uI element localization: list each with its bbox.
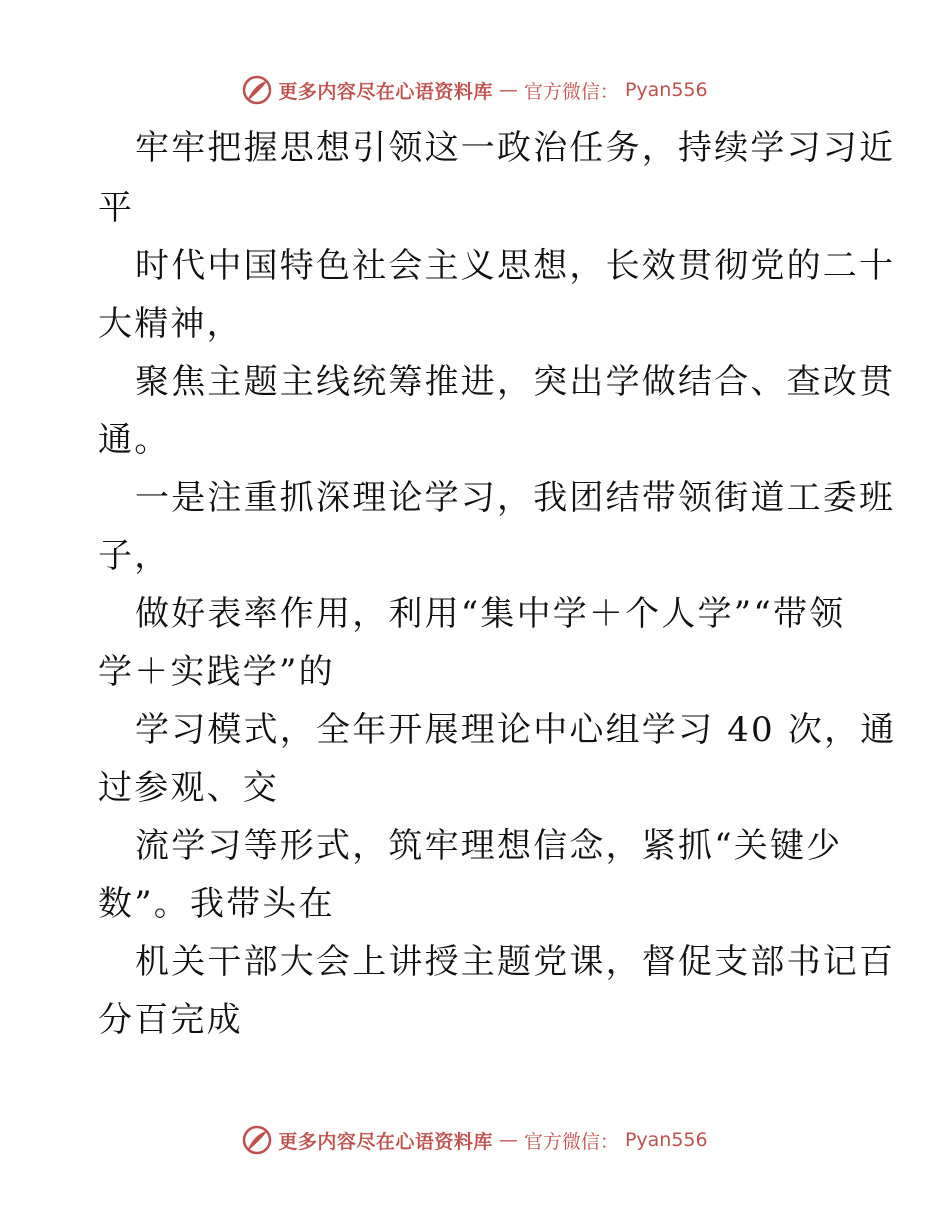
banner-wechat-label: 官方微信： — [523, 1130, 619, 1153]
body-line-2: 平 — [98, 188, 135, 228]
banner-brand-text: 更多内容尽在心语资料库 — [278, 1130, 493, 1153]
body-line-16: 分百完成 — [98, 1000, 243, 1040]
banner-brand-text: 更多内容尽在心语资料库 — [278, 80, 493, 103]
body-line-6: 通。 — [98, 420, 171, 460]
banner-dash: — — [498, 1129, 518, 1151]
body-line-14: 数”。我带头在 — [98, 884, 335, 924]
body-line-8: 子， — [98, 536, 171, 576]
banner-dash: — — [498, 79, 518, 101]
body-line-7: 一是注重抓深理论学习，我团结带领街道工委班 — [135, 478, 896, 518]
quill-logo-icon — [242, 1125, 272, 1155]
body-line-5: 聚焦主题主线统筹推进，突出学做结合、查改贯 — [135, 362, 896, 402]
banner-wechat-id: Pyan556 — [624, 79, 708, 101]
body-line-3: 时代中国特色社会主义思想，长效贯彻党的二十 — [135, 246, 896, 286]
body-line-11: 学习模式，全年开展理论中心组学习 40 次，通 — [135, 710, 897, 750]
body-line-1: 牢牢把握思想引领这一政治任务，持续学习习近 — [135, 128, 896, 168]
body-line-10: 学＋实践学”的 — [98, 652, 335, 692]
banner-wechat-id: Pyan556 — [624, 1129, 708, 1151]
body-line-4: 大精神， — [98, 304, 243, 344]
body-line-12: 过参观、交 — [98, 768, 279, 808]
body-line-9: 做好表率作用，利用“集中学＋个人学”“带领 — [135, 594, 846, 634]
body-line-15: 机关干部大会上讲授主题党课，督促支部书记百 — [135, 942, 896, 982]
body-line-13: 流学习等形式，筑牢理想信念，紧抓“关键少 — [135, 826, 843, 866]
header-banner — [0, 70, 950, 110]
banner-wechat-label: 官方微信： — [523, 80, 619, 103]
footer-banner — [0, 1120, 950, 1160]
quill-logo-icon — [242, 75, 272, 105]
